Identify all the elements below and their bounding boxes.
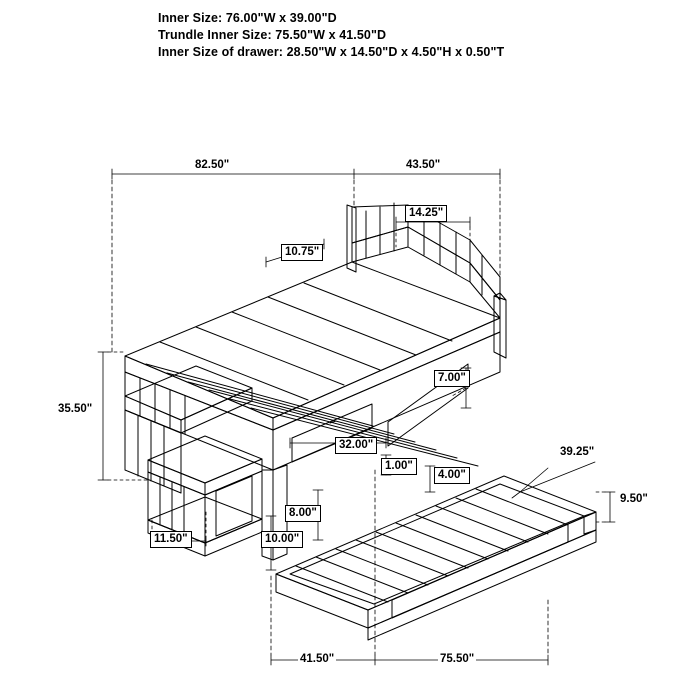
- spec-line-3: Inner Size of drawer: 28.50"W x 14.50"D x 4.50"H x 0.50"T: [158, 45, 505, 59]
- dim-label-bottom-right-span: 75.50": [440, 653, 475, 665]
- dim-label-overall-height: 35.50": [58, 403, 93, 415]
- dim-label-trundle-rail: 4.00": [434, 467, 470, 484]
- dim-label-drawer-width: 32.00": [335, 437, 377, 454]
- spec-line-2: Trundle Inner Size: 75.50"W x 41.50"D: [158, 28, 387, 42]
- dim-label-bottom-left-span: 41.50": [300, 653, 335, 665]
- dim-label-drawer-height: 7.00": [434, 370, 470, 387]
- dim-label-width-main: 82.50": [195, 159, 230, 171]
- dim-label-clearance: 1.00": [381, 458, 417, 475]
- spec-line-1: Inner Size: 76.00"W x 39.00"D: [158, 11, 337, 25]
- dim-label-floor-clearance: 10.00": [261, 531, 303, 548]
- dim-label-rail-width: 14.25": [405, 205, 447, 222]
- dim-label-rail-height: 10.75": [281, 244, 323, 261]
- dim-label-width-right: 43.50": [406, 159, 441, 171]
- dim-label-trundle-depth: 39.25": [560, 446, 595, 458]
- dim-label-trundle-height: 9.50": [620, 493, 648, 505]
- dim-label-lower-gap: 8.00": [285, 505, 321, 522]
- dim-label-step-depth: 11.50": [150, 531, 192, 548]
